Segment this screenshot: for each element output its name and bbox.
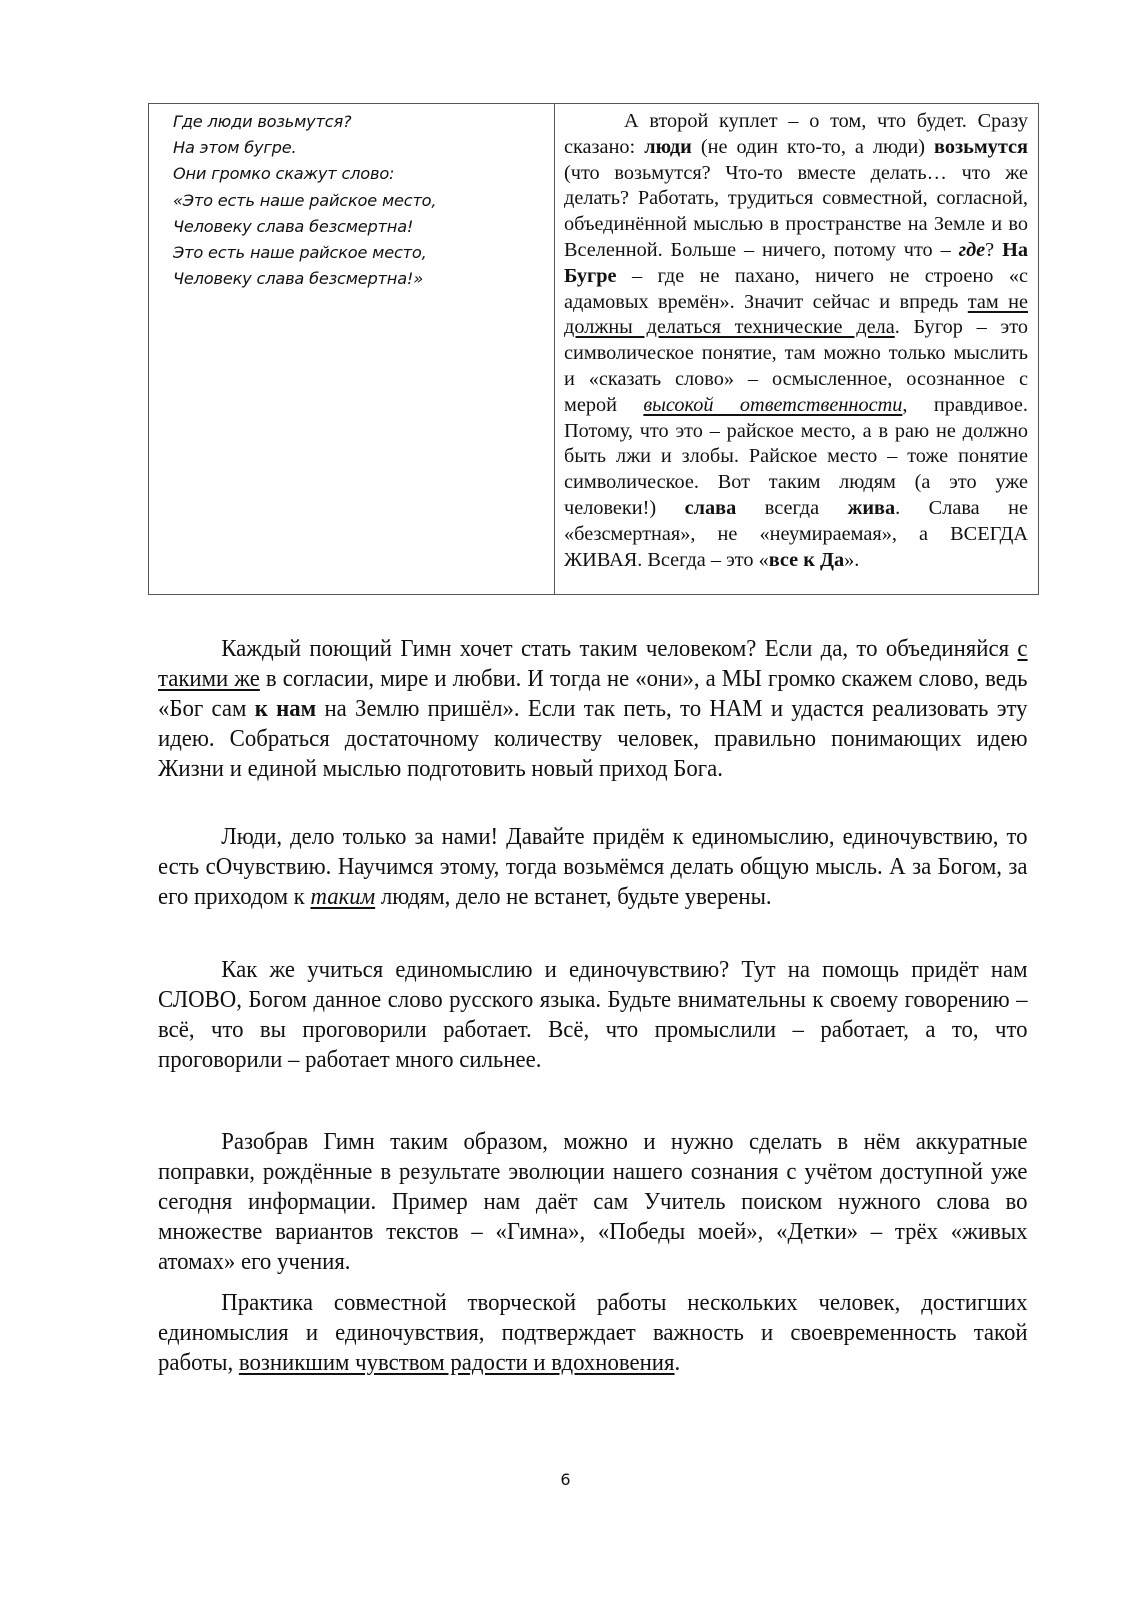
- body-paragraph: [158, 822, 1028, 912]
- emphasized-text: высокой ответственности: [643, 393, 903, 416]
- verse-line: Человеку слава безсмертна!: [173, 216, 414, 236]
- text-run: Люди, дело только за нами! Давайте придём к единомыслию, единочувствию, то есть сОчувствию. Научимся этому, тогда возьмёмся делать общую мысль. А за Богом, за его приходом к: [158, 823, 1028, 910]
- body-paragraph: [158, 634, 1028, 784]
- text-run: .: [674, 1349, 681, 1376]
- text-run: . Бугор – это символическое понятие, там можно только мыслить и «сказать слово» – осмысленное, осознанное с мерой: [564, 316, 1028, 416]
- body-paragraph: [158, 1127, 1028, 1277]
- verse-commentary-table: [148, 103, 1039, 595]
- body-paragraph: [158, 955, 1028, 1075]
- emphasized-text: слава: [684, 496, 737, 519]
- emphasized-text: там не должны делаться технические дела: [564, 290, 1028, 339]
- text-run: на Землю пришёл». Если так петь, то НАМ и удастся реализовать эту идею. Собраться достаточному количеству человек, правильно понимающих идею Жизни и единой мыслью подготовить новый приход Бога.: [158, 695, 1028, 782]
- emphasized-text: где: [958, 238, 986, 261]
- text-run: ?: [985, 238, 1003, 261]
- emphasized-text: На Бугре: [564, 238, 1028, 287]
- text-run: Каждый поющий Гимн хочет стать таким человеком? Если да, то объединяйся: [221, 635, 1018, 662]
- text-run: А второй куплет – о том, что будет. Сразу сказано:: [564, 110, 1028, 158]
- text-run: (не один кто-то, а люди): [691, 135, 935, 158]
- emphasized-text: таким: [310, 883, 376, 910]
- emphasized-text: с такими же: [158, 635, 1028, 692]
- text-run: Как же учиться единомыслию и единочувствию? Тут на помощь придёт нам СЛОВО, Богом данное слово русского языка. Будьте внимательны к своему говорению – всё, что вы проговорили работает. Всё, что промыслили – работает, а то, что проговорили – работает много сильнее.: [158, 956, 1028, 1073]
- verse-cell: [149, 104, 555, 594]
- commentary-text: [564, 109, 1028, 573]
- emphasized-text: к нам: [254, 695, 317, 722]
- text-run: в согласии, мире и любви. И тогда не «они», а МЫ громко скажем слово, ведь «Бог сам: [158, 665, 1028, 722]
- emphasized-text: жива: [847, 496, 896, 519]
- commentary-cell: [555, 104, 1038, 594]
- emphasized-text: возникшим чувством радости и вдохновения: [238, 1349, 675, 1376]
- emphasized-text: возьмутся: [934, 135, 1029, 158]
- text-run: Разобрав Гимн таким образом, можно и нужно сделать в нём аккуратные поправки, рождённые в результате эволюции нашего сознания с учётом доступной уже сегодня информации. Пример нам даёт сам Учитель поиском нужного слова во множестве вариантов текстов – «Гимна», «Победы моей», «Детки» – трёх «живых атомах» его учения.: [158, 1128, 1028, 1275]
- emphasized-text: все к Да: [768, 548, 845, 571]
- text-run: ».: [844, 548, 860, 571]
- text-run: Практика совместной творческой работы нескольких человек, достигших единомыслия и единочувствия, подтверждает важность и своевременность такой работы,: [158, 1289, 1028, 1376]
- page-number: 6: [560, 1470, 571, 1489]
- verse-line: «Это есть наше райское место,: [173, 190, 437, 210]
- text-run: всегда: [736, 496, 848, 519]
- text-run: , правдивое. Потому, что это – райское место, а в раю не должно быть лжи и злобы. Райское место – тоже понятие символическое. Вот таким людям (а это уже человеки!): [564, 393, 1028, 519]
- verse-line: Человеку слава безсмертна!»: [173, 269, 423, 289]
- text-run: – где не пахано, ничего не строено «с адамовых времён». Значит сейчас и впредь: [564, 264, 1028, 313]
- emphasized-text: люди: [644, 135, 692, 158]
- verse-line: Где люди возьмутся?: [173, 112, 352, 131]
- text-run: (что возьмутся? Что-то вместе делать… что же делать? Работать, трудиться совместной, согласной, объединённой мыслью в пространстве на Земле и во Вселенной. Больше – ничего, потому что –: [564, 161, 1028, 261]
- verse-line: Они громко скажут слово:: [173, 164, 395, 184]
- text-run: людям, дело не встанет, будьте уверены.: [375, 883, 772, 910]
- text-run: . Слава не «безсмертная», не «неумираемая», а ВСЕГДА ЖИВАЯ. Всегда – это «: [564, 496, 1028, 571]
- body-paragraph: [158, 1288, 1028, 1378]
- verse-line: На этом бугре.: [173, 138, 297, 158]
- verse-line: Это есть наше райское место,: [173, 243, 427, 263]
